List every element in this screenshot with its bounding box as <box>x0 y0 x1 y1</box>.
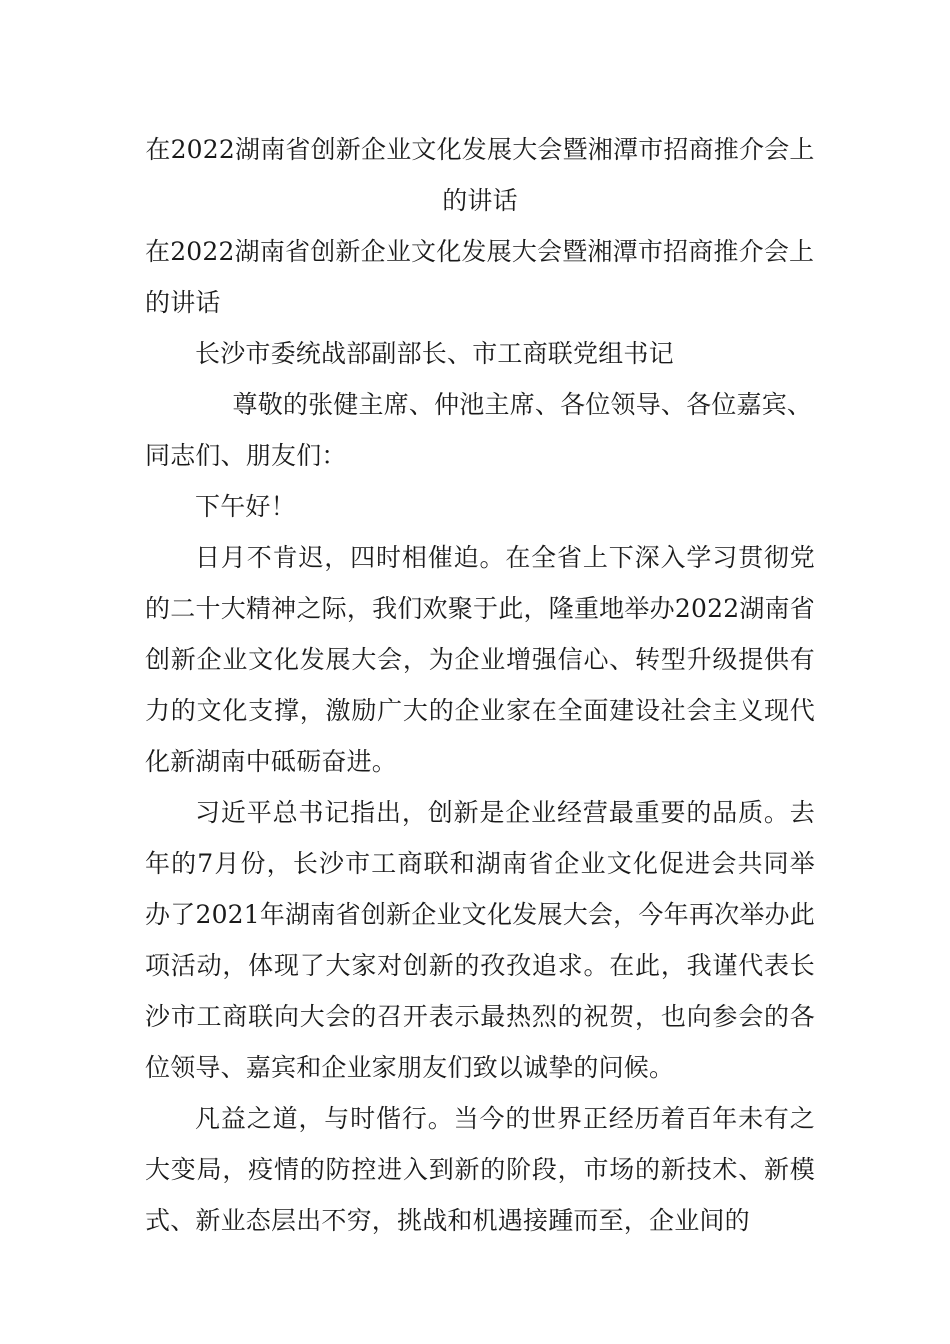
body-paragraph: 习近平总书记指出，创新是企业经营最重要的品质。去年的7月份，长沙市工商联和湖南省企业文化促进会共同举办了2021年湖南省创新企业文化发展大会，今年再次举办此项活动，体现了大家对创新的孜孜追求。在此，我谨代表长沙市工商联向大会的召开表示最热烈的祝贺，也向参会的各位领导、嘉宾和企业家朋友们致以诚挚的问候。 <box>145 798 815 1082</box>
document-repeat-title: 在2022湖南省创新企业文化发展大会暨湘潭市招商推介会上的讲话 <box>145 237 815 317</box>
speaker-line: 长沙市委统战部副部长、市工商联党组书记 <box>195 339 674 368</box>
document-title: 在2022湖南省创新企业文化发展大会暨湘潭市招商推介会上的讲话 <box>145 135 815 215</box>
body-paragraph: 凡益之道，与时偕行。当今的世界正经历着百年未有之大变局，疫情的防控进入到新的阶段，市场的新技术、新模式、新业态层出不穷，挑战和机遇接踵而至，企业间的 <box>145 1104 815 1235</box>
greeting: 下午好！ <box>195 492 296 521</box>
document-body <box>145 124 815 1246</box>
body-paragraph: 日月不肯迟，四时相催迫。在全省上下深入学习贯彻党的二十大精神之际，我们欢聚于此，隆重地举办2022湖南省创新企业文化发展大会，为企业增强信心、转型升级提供有力的文化支撑，激励广大的企业家在全面建设社会主义现代化新湖南中砥砺奋进。 <box>145 543 815 776</box>
salutation: 尊敬的张健主席、仲池主席、各位领导、各位嘉宾、同志们、朋友们： <box>145 390 813 470</box>
